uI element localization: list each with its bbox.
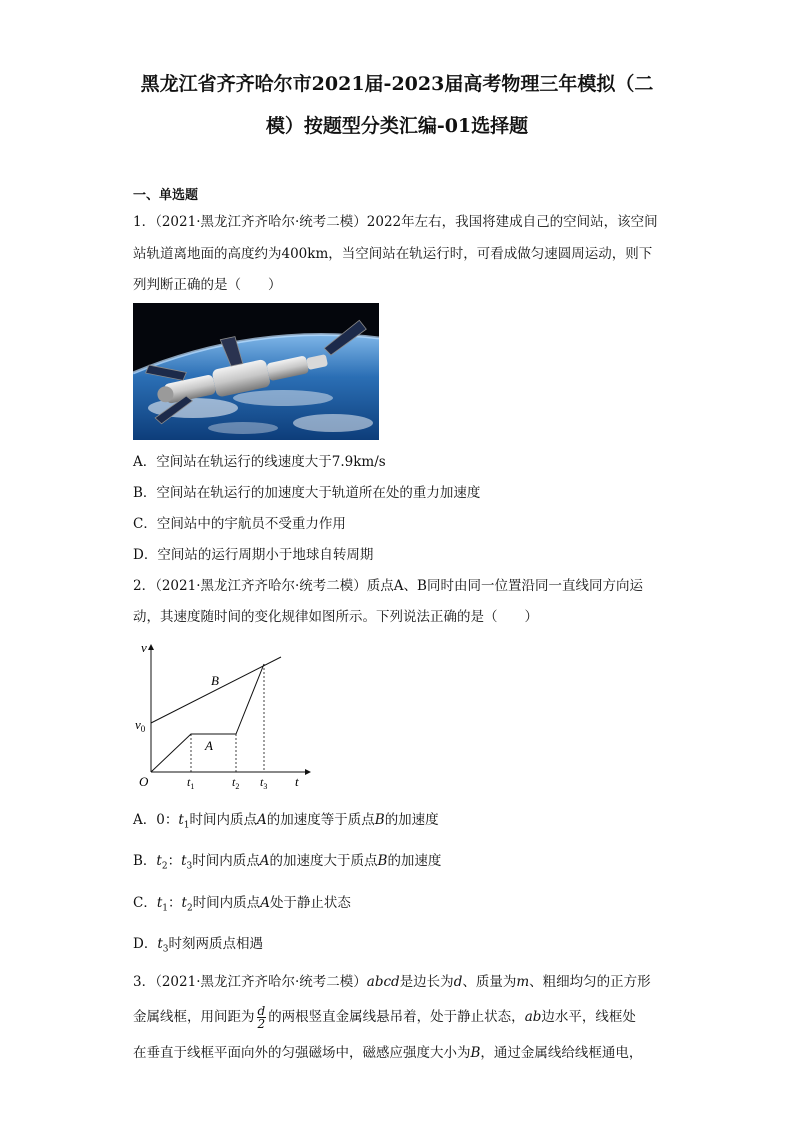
line-b [151, 657, 281, 723]
section-heading: 一、单选题 [133, 188, 199, 203]
line-a-label: A [205, 738, 213, 753]
q3-stem-line-3: 在垂直于线框平面向外的匀强磁场中，磁感应强度大小为B，通过金属线给线框通电， [133, 1045, 643, 1061]
q3-stem-line-1: 3．（2021·黑龙江齐齐哈尔·统考二模）abcd是边长为d、质量为m、粗细均匀的正方形 [133, 974, 651, 990]
q2-stem-line-2: 动，其速度随时间的变化规律如图所示。下列说法正确的是（ ） [133, 609, 538, 625]
q3-stem-line-2: 金属线框，用间距为 $\frac{d}{2}$ 的两根竖直金属线悬吊着，处于静止状态，ab边水平，线框处 [133, 1004, 636, 1031]
q2-stem-line-1: 2．（2021·黑龙江齐齐哈尔·统考二模）质点A、B同时由同一位置沿同一直线同方向运 [133, 578, 643, 594]
q1-option-b: B．空间站在轨运行的加速度大于轨道所在处的重力加速度 [133, 485, 481, 501]
t-axis-arrow [305, 769, 311, 775]
q2-option-d: D．$t_3$时刻两质点相遇 [133, 936, 263, 955]
fraction-d-over-2: $\frac{d}{2}$ [257, 1004, 266, 1031]
q2-option-b: B．$t_2$：$t_3$时间内质点A的加速度大于质点B的加速度 [133, 853, 442, 872]
space-station-photo [133, 303, 379, 440]
q1-option-a: A．空间站在轨运行的线速度大于7.9km/s [133, 454, 386, 470]
v-axis-arrow [148, 644, 154, 650]
t1-label: $t_1$ [187, 775, 195, 790]
q2-option-c: C．$t_1$：$t_2$时间内质点A处于静止状态 [133, 895, 351, 914]
q1-option-c: C．空间站中的宇航员不受重力作用 [133, 516, 346, 532]
q2-option-a: A．0：$t_1$时间内质点A的加速度等于质点B的加速度 [133, 812, 439, 831]
document-title-line-2: 模）按题型分类汇编-01选择题 [265, 115, 529, 137]
origin-label: O [139, 774, 149, 789]
t-axis-label: t [295, 774, 299, 789]
line-b-label: B [211, 673, 219, 688]
q1-stem-line-3: 列判断正确的是（ ） [133, 277, 282, 293]
velocity-time-graph [133, 640, 313, 790]
v0-label: $v_0$ [135, 717, 146, 734]
v-axis-label: v [141, 640, 147, 655]
document-title-line-1: 黑龙江省齐齐哈尔市2021届-2023届高考物理三年模拟（二 [140, 73, 654, 95]
q1-stem-line-1: 1．（2021·黑龙江齐齐哈尔·统考二模）2022年左右，我国将建成自己的空间站，该空间 [133, 214, 658, 230]
t3-label: $t_3$ [260, 775, 268, 790]
q1-stem-line-2: 站轨道离地面的高度约为400km，当空间站在轨运行时，可看成做匀速圆周运动，则下 [133, 246, 653, 262]
q1-option-d: D．空间站的运行周期小于地球自转周期 [133, 547, 374, 563]
line-a [151, 664, 264, 772]
t2-label: $t_2$ [232, 775, 240, 790]
